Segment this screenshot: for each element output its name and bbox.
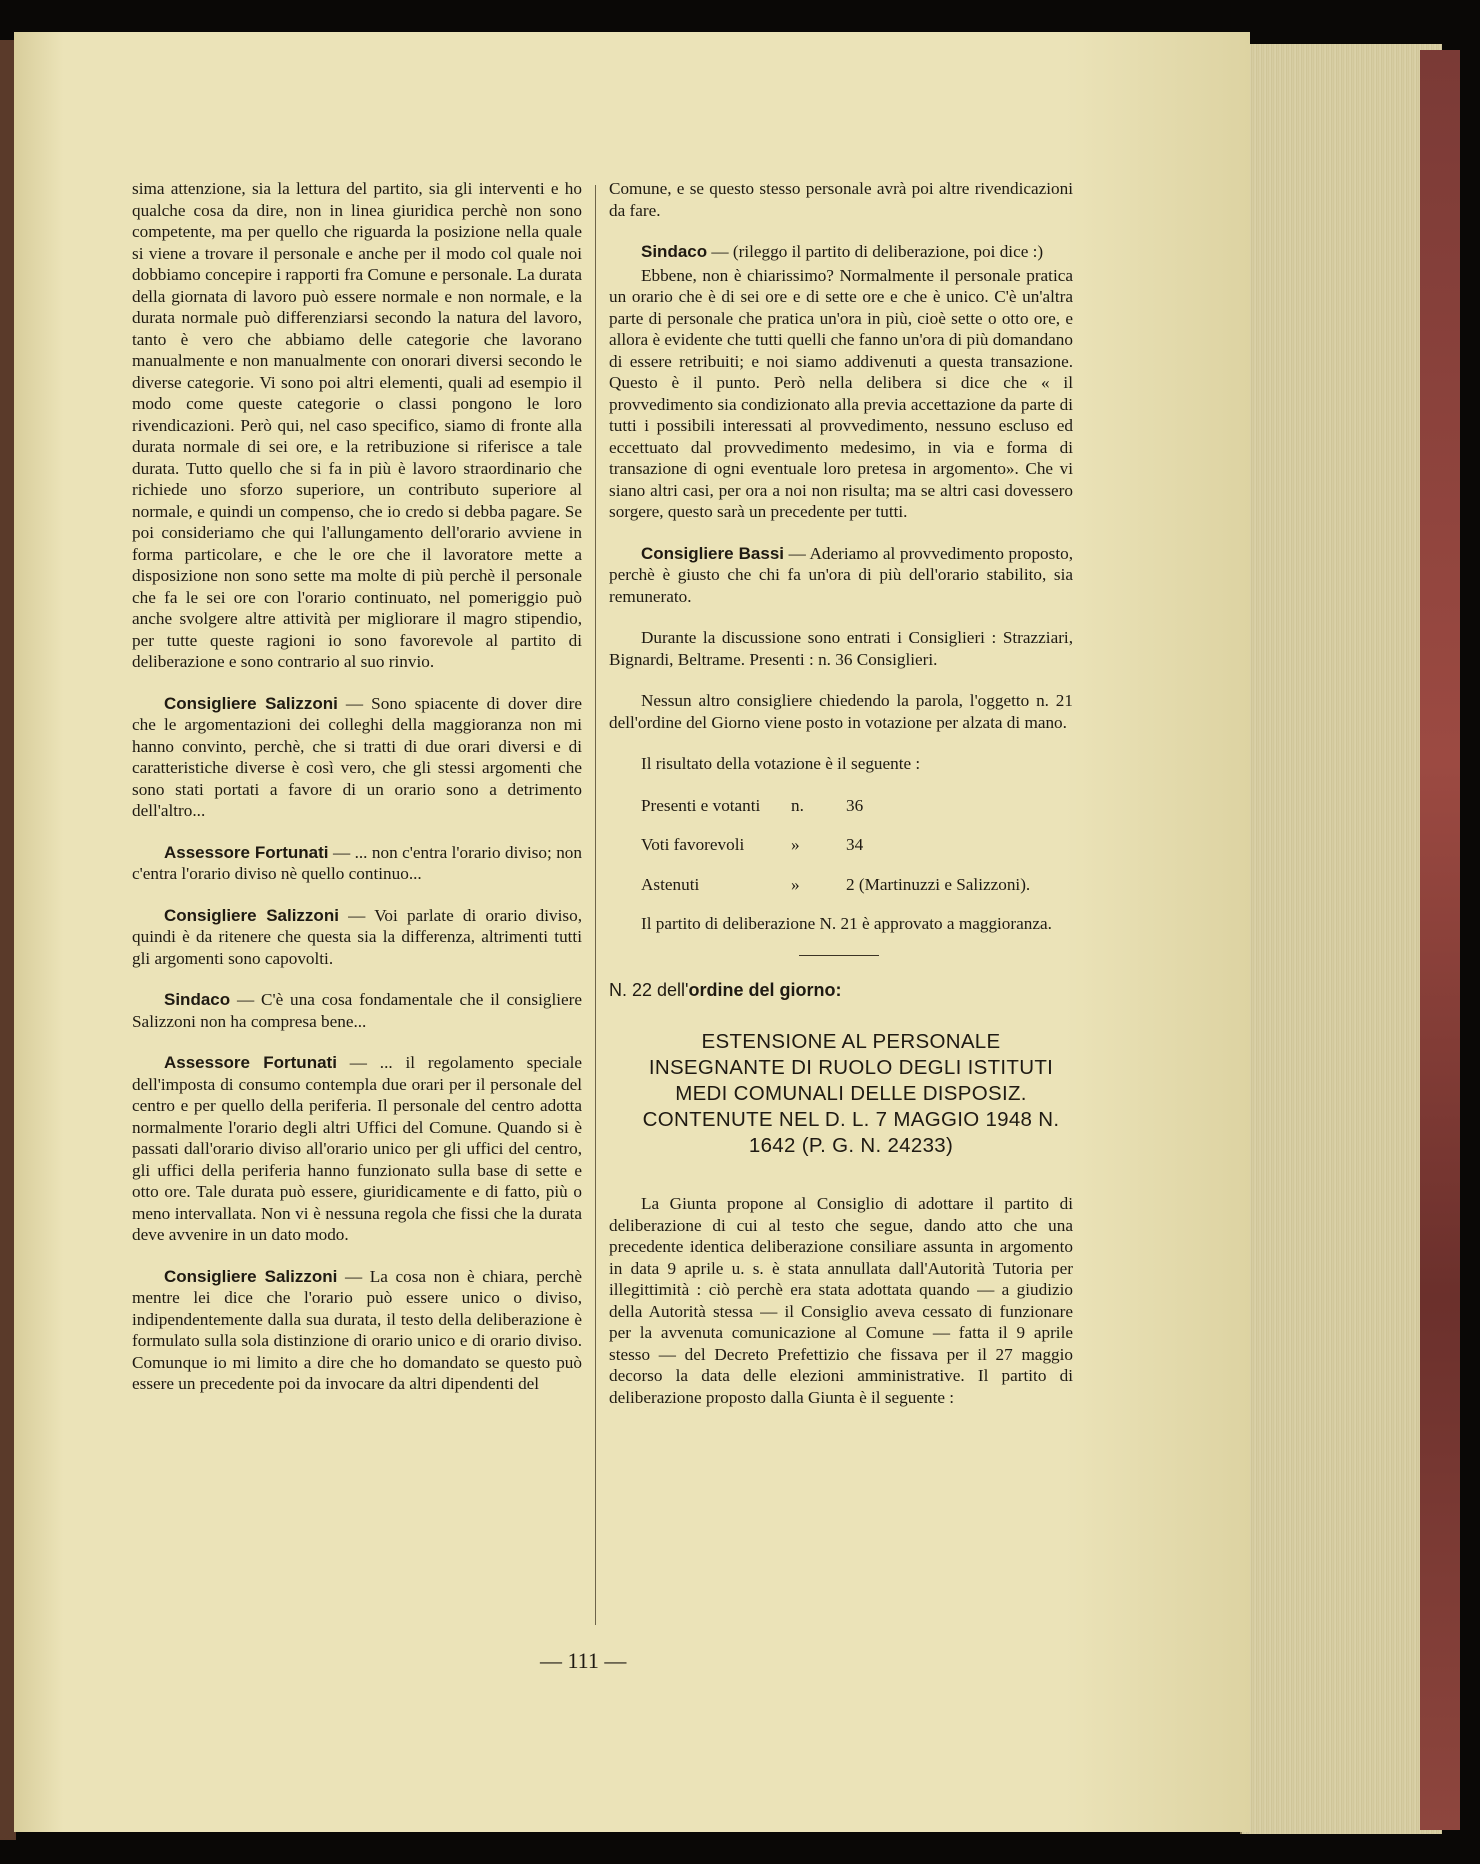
approval-text: Il partito di deliberazione N. 21 è approvato a maggioranza. <box>641 914 1052 933</box>
paragraph: Nessun altro consigliere chiedendo la parola, l'oggetto n. 21 dell'ordine del Giorno viene posto in votazione per alzata di mano. <box>609 691 1073 732</box>
speech-text: — ... il regolamento speciale dell'imposta di consumo contempla due orari per il personale del centro e per quello della periferia. Il personale del centro adotta normalmente l'orario degli altri Uffici del Comune. Quando si è passati dall'orario diviso all'orario unico per gli uffici del centro, gli uffici della periferia hanno funzionato sulla base di sette e otto ore. Tale durata può essere, giuridicamente e di fatto, più o meno intervallata. Non vi è nessuna regola che fissi che la durata deve avvenire in un dato modo. <box>132 1053 582 1244</box>
speech <box>132 842 582 885</box>
speech-text: — Sono spiacente di dover dire che le argomentazioni dei colleghi della maggioranza non mi hanno convinto, perchè, che si tratti di due orari diversi e di caratteristiche diverse è così vero, che gli stessi argomenti che sono stati portati a favore di un orario sono a detrimento dell'altro... <box>132 693 582 820</box>
speech-text: — C'è una cosa fondamentale che il consigliere Salizzoni non ha compresa bene... <box>132 990 582 1031</box>
speaker-name: Assessore Fortunati <box>164 1053 337 1072</box>
vote-row: Voti favorevoli » 34 <box>641 835 864 854</box>
column-rule <box>595 185 596 1625</box>
vote-row: Presenti e votanti n. 36 <box>641 795 864 815</box>
speech-text: — Voi parlate di orario diviso, quindi è da ritenere che questa sia la differenza, altrimenti tutti gli argomenti sono capovolti. <box>132 905 582 968</box>
speech-text: — La cosa non è chiara, perchè mentre lei dice che l'orario può essere unico o diviso, indipendentemente dalla sua durata, il testo della deliberazione è formulato sulla sola distinzione di orario unico e di orario diviso. Comunque io mi limito a dire che ho domandato se questo può essere un precedente poi da invocare da altri dipendenti del <box>132 1266 582 1393</box>
vote-row: Astenuti » 2 (Martinuzzi e Salizzoni). <box>641 874 1031 894</box>
paragraph: La Giunta propone al Consiglio di adottare il partito di deliberazione di cui al testo che segue, dando atto che una precedente identica deliberazione consiliare assunta in argomento in data 9 aprile u. s. è stata annullata dall'Autorità Tutoria per illegittimità : ciò perchè era stata adottata quando — a giudizio della Autorità stessa — il Consiglio aveva cessato di funzionare per la avvenuta comunicazione al Comune — fatta il 9 aprile stesso — del Decreto Prefettizio che fissava per il 27 maggio decorso la data delle elezioni amministrative. Il partito di deliberazione proposto dalla Giunta è il seguente : <box>609 1194 1073 1407</box>
speaker-name: Consigliere Salizzoni <box>164 905 339 925</box>
page-number: — 111 — <box>540 1648 627 1673</box>
speech <box>132 1052 582 1246</box>
item-title: ESTENSIONE AL PERSONALE INSEGNANTE DI RUOLO DEGLI ISTITUTI MEDI COMUNALI DELLE DISPOSIZ. CONTENUTE NEL D. L. 7 MAGGIO 1948 N. 1642 (P. G. N. 24233) <box>642 1030 1060 1157</box>
agenda-heading: N. 22 dell'ordine del giorno: <box>609 979 842 1000</box>
speech-text: — (rileggo il partito di deliberazione, poi dice :) <box>707 242 1044 261</box>
left-column <box>132 178 582 1415</box>
paragraph: sima attenzione, sia la lettura del partito, sia gli interventi e ho qualche cosa da dire, non in linea giuridica perchè non sono competente, ma per quello che riguarda la posizione nella quale si viene a trovare il personale e anche per il modo col quale noi dobbiamo concepire i rapporti fra Comune e personale. La durata della giornata di lavoro può essere normale e non normale, e la durata normale può differenziarsi secondo la natura del lavoro, tanto è vero che abbiamo delle categorie che lavorano manualmente e non manualmente con onorari diversi secondo le diverse categorie. Vi sono poi altri elementi, quali ad esempio il modo come queste categorie o classi pongono le loro rivendicazioni. Però qui, nel caso specifico, siamo di fronte alla durata normale di sei ore, e la retribuzione si riferisce a tale durata. Tutto quello che si fa in più è lavoro straordinario che richiede uno sforzo superiore, un contributo superiore al normale, e quindi un compenso, che io credo si debba pagare. Se poi consideriamo che qui l'allungamento dell'orario avviene in forma particolare, e che le ore che il lavoratore mette a disposizione non sono sette ma molte di più perchè il personale che fa le sei ore con l'orario continuato, nel pomeriggio può anche svolgere altre attività per migliorare il magro stipendio, per tutte queste ragioni io sono favorevole al partito di deliberazione e sono contrario al suo rinvio. <box>132 179 582 671</box>
speaker-name: Consigliere Bassi <box>641 543 784 563</box>
speech <box>132 905 582 970</box>
speaker-name: Sindaco <box>641 242 708 261</box>
paragraph: Durante la discussione sono entrati i Consiglieri : Strazziari, Bignardi, Beltrame. Presenti : n. 36 Consiglieri. <box>609 628 1073 669</box>
speech-text: — ... non c'entra l'orario diviso; non c'entra l'orario diviso nè quello continuo... <box>132 842 582 883</box>
speaker-name: Consigliere Salizzoni <box>164 693 338 713</box>
section-divider <box>799 955 879 956</box>
paragraph: Comune, e se questo stesso personale avrà poi altre rivendicazioni da fare. <box>609 179 1073 220</box>
book-cover <box>1420 50 1460 1830</box>
speech-text: — Aderiamo al provvedimento proposto, perchè è giusto che chi fa un'ora di più dell'orario stabilito, sia remunerato. <box>609 543 1073 606</box>
speech <box>609 543 1073 608</box>
speaker-name: Sindaco <box>164 990 231 1009</box>
speaker-name: Consigliere Salizzoni <box>164 1266 338 1286</box>
speech <box>609 241 1073 263</box>
paragraph: Il risultato della votazione è il seguente : <box>641 754 921 773</box>
speech <box>132 989 582 1032</box>
speaker-name: Assessore Fortunati <box>164 842 329 862</box>
page-edges <box>1240 44 1442 1834</box>
right-column <box>609 178 1073 1428</box>
paragraph: Ebbene, non è chiarissimo? Normalmente il personale pratica un orario che è di sei ore e di sette ore e che è unico. C'è un'altra parte di personale che pratica un'ora in più, cioè sette o otto ore, e allora è evidente che tutti quelli che fanno un'ora di più domandano di essere retribuiti; e noi siamo addivenuti a questa transazione. Questo è il punto. Però nella delibera si dice che « il provvedimento sia condizionato alla previa accettazione da parte di tutti i possibili interessati al provvedimento, nessuno escluso ed eccettuato dal provvedimento medesimo, in via e forma di transazione di ogni eventuale loro pretesa in argomento». Che vi siano altri casi, per ora a noi non risulta; ma se altri casi dovessero sorgere, questo sarà un precedente per tutti. <box>609 265 1073 521</box>
speech <box>132 693 582 822</box>
speech <box>132 1266 582 1395</box>
